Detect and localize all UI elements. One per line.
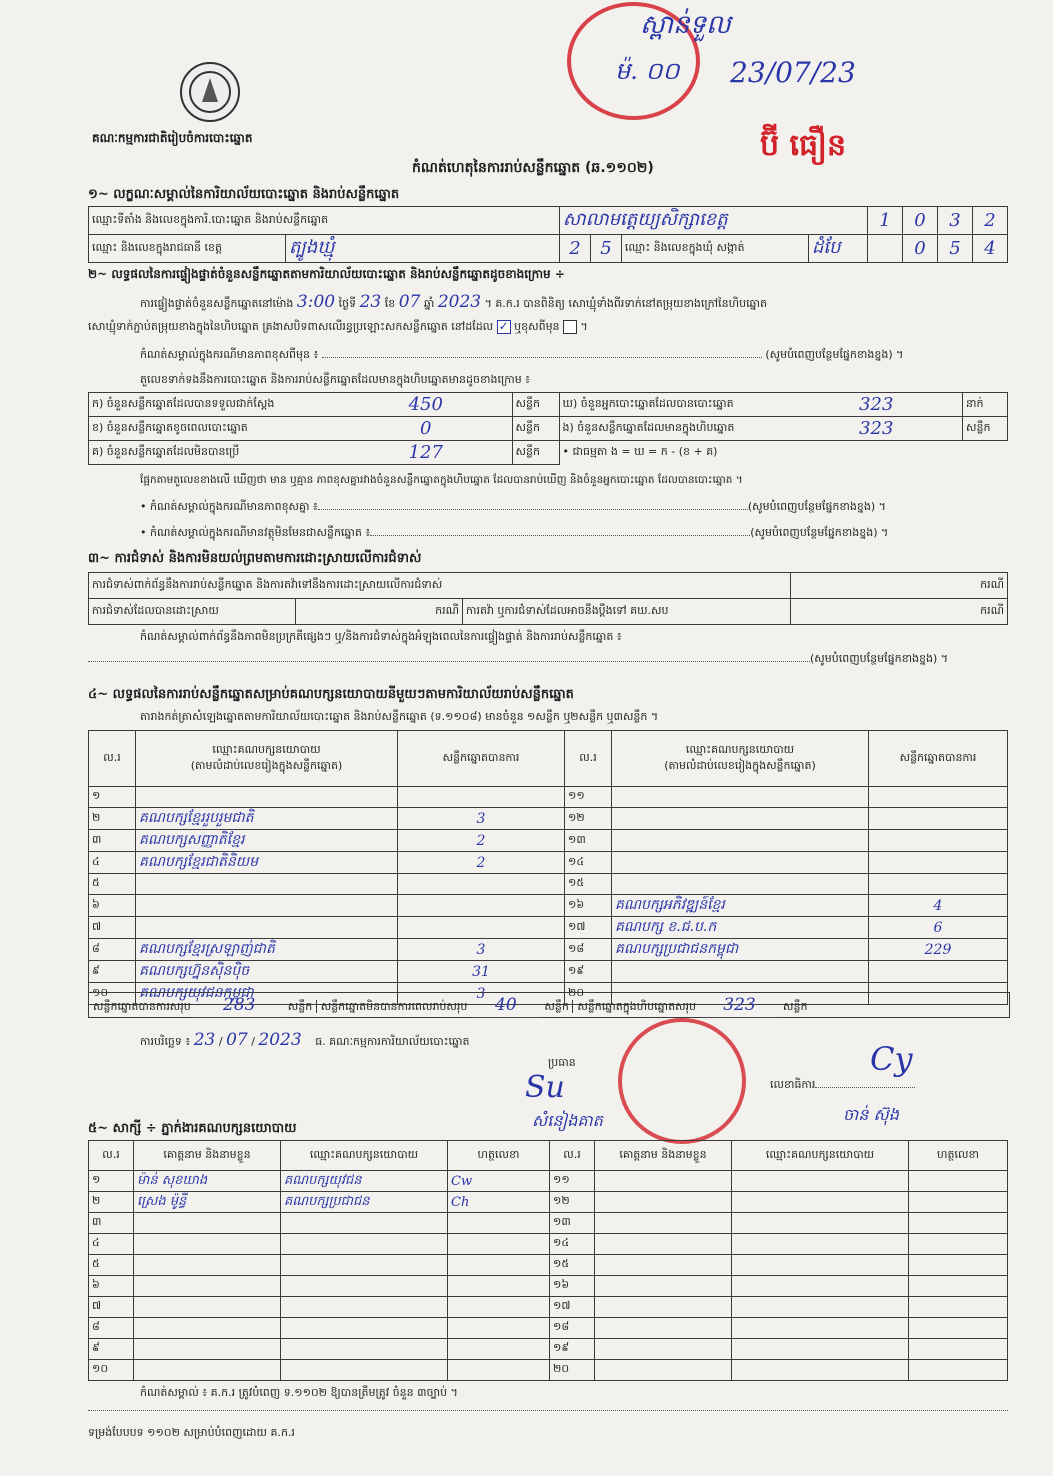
w-h-sign-right: ហត្ថលេខា [909,1141,1008,1171]
witness-party [281,1276,448,1297]
witness-name: ស្រេង ម៉ូន្ធី [134,1192,281,1213]
s3-r1: ការជំទាស់ពាក់ព័ន្ធនឹងការរាប់សន្លឹកឆ្នោត និងការតវ៉ាទៅនឹងការដោះស្រាយលើការជំទាស់ [89,573,791,599]
result-party [612,874,869,895]
witness-no: ១៣ [550,1213,595,1234]
s3-r2a-unit: ករណី [296,599,463,625]
witness-name [595,1339,732,1360]
s2-line1: ការផ្ទៀងផ្ទាត់ចំនួនសន្លឹកឆ្នោតនៅម៉ោង 3:00 ថ្ងៃទី 23 ខែ 07 ឆ្នាំ 2023 ។ គ.ក.រ បានពិនិត្យ សោឃ្មុំទាំងពីរទាក់នៅតម្រុយខាងក្រៅនៃហិបឆ្នោត [140,292,768,312]
witness-no: ៥ [89,1255,134,1276]
witness-name [134,1318,281,1339]
result-party [136,917,398,939]
result-row [89,852,1008,874]
witness-party [732,1234,909,1255]
result-votes [398,874,565,895]
witness-name [134,1234,281,1255]
s1-row2-label: ឈ្មោះ និងលេខក្នុងរាជធានី ខេត្ត [89,235,286,263]
witness-no: ៨ [89,1318,134,1339]
witness-row [89,1339,1008,1360]
total-invalid: 40 [471,993,541,1018]
fig-c-value: 127 [340,441,512,465]
witness-signature [909,1297,1008,1318]
witness-signature [909,1339,1008,1360]
witness-no: ១៧ [550,1297,595,1318]
commune-code-1: 0 [903,235,938,263]
witness-party [732,1171,909,1192]
result-votes: 6 [869,917,1008,939]
result-no: ២ [89,808,136,830]
fig-d-label: ឃ) ចំនួនអ្នកបោះឆ្នោតដែលបានបោះឆ្នោត [559,393,791,417]
witness-signature [448,1297,550,1318]
witness-party [732,1297,909,1318]
witness-no: ១៦ [550,1276,595,1297]
result-votes [869,852,1008,874]
result-party [612,852,869,874]
w-h-sign-left: ហត្ថលេខា [448,1141,550,1171]
result-no: ៥ [89,874,136,895]
witness-no: ១២ [550,1192,595,1213]
witness-party [732,1339,909,1360]
total-in-box: 323 [700,993,780,1018]
witness-no: ៤ [89,1234,134,1255]
witness-name: ម៉ាន់ សុខឃាង [134,1171,281,1192]
result-no: ២០ [565,983,612,1005]
witness-party [732,1276,909,1297]
result-votes [869,808,1008,830]
s3-note-line: (សូមបំពេញបន្ថែមផ្នែកខាងខ្នង) ។ [88,652,1008,668]
count-time: 3:00 [296,292,336,312]
w-h-no-right: ល.រ [550,1141,595,1171]
code-d2: 0 [903,207,938,235]
result-votes [398,895,565,917]
witness-party [281,1255,448,1276]
witness-name [134,1213,281,1234]
result-party: គណបក្សយុវជនកម្ពុជា [136,983,398,1005]
result-votes: 3 [398,939,565,961]
result-row [89,830,1008,852]
witness-signature [909,1360,1008,1381]
h-votes-left: សន្លឹកឆ្នោតបានការ [398,731,565,787]
witness-row [89,1276,1008,1297]
witness-name [595,1276,732,1297]
s2-bullet2: • កំណត់សម្គាល់ក្នុងករណីមានវត្ថុមិនមែនជាសន្លឹកឆ្នោត ៖ (សូមបំពេញបន្ថែមផ្នែកខាងខ្នង) ។ [140,526,889,539]
witness-no: ១១ [550,1171,595,1192]
section1-title: ១~ លក្ខណៈសម្គាល់នៃការិយាល័យបោះឆ្នោត និងរាប់សន្លឹកឆ្នោត [88,187,400,202]
result-party: គណបក្សខ្មែរជាតិនិយម [136,852,398,874]
chair-label: ប្រធាន [548,1056,576,1069]
result-row [89,939,1008,961]
secretary-label: លេខាធិការ [770,1078,915,1094]
witness-signature [448,1255,550,1276]
witness-no: ១៥ [550,1255,595,1276]
result-no: ១៨ [565,939,612,961]
handwritten-received: ស្ពាន់ទួល [640,10,731,40]
witness-name [595,1255,732,1276]
result-votes: 3 [398,808,565,830]
result-party: គណបក្សហ្វ៊ុនស៊ិនប៉ិច [136,961,398,983]
witness-name [134,1339,281,1360]
code-d3: 3 [938,207,973,235]
witness-signature [448,1339,550,1360]
witness-party [281,1318,448,1339]
result-party [136,787,398,808]
witness-party [732,1318,909,1339]
section2-title: ២~ លទ្ធផលនៃការផ្ទៀងផ្ទាត់ចំនួនសន្លឹកឆ្នោតតាមការិយាល័យបោះឆ្នោត និងរាប់សន្លឹកឆ្នោតដូចខាងក្រោម ÷ [88,267,565,281]
result-no: ១០ [89,983,136,1005]
results-table: ល.រ ឈ្មោះគណបក្សនយោបាយ (តាមលំដាប់លេខរៀងក្នុងសន្លឹកឆ្នោត) សន្លឹកឆ្នោតបានការ ល.រ ឈ្មោះគណបក្សនយោបាយ (តាមលំដាប់លេខរៀងក្នុងសន្លឹកឆ្នោត) សន្លឹកឆ្នោតបានការ ១ ១១ ២ គណបក្សខ្មែររួបរួមជាតិ 3 ១២ ៣ គណបក្សសញ្ញាតិខ្មែរ 2 ១៣ ៤ គណបក្សខ្មែរជាតិនិយម 2 ១៤ ៥ ១៥ ៦ ១៦ គណបក្សអភិវឌ្ឍន៍ខ្មែរ 4 ៧ ១៧ គណបក្ស ខ.ជ.ប.ក 6 ៨ គណបក្សខ្មែរស្រឡាញ់ជាតិ 3 ១៨ គណបក្សប្រជាជនកម្ពុជា 229 ៩ គណបក្សហ្វ៊ុនស៊ិនប៉ិច 31 ១៩ ១០ គណបក្សយុវជនកម្ពុជា 3 ២០ [88,730,1008,1005]
fig-b-unit: សន្លឹក [512,417,559,441]
witness-signature [448,1276,550,1297]
witness-party [281,1234,448,1255]
witness-body [89,1171,1008,1381]
witness-name [134,1297,281,1318]
w-h-party-left: ឈ្មោះគណបក្សនយោបាយ [281,1141,448,1171]
witness-no: ១៩ [550,1339,595,1360]
red-stamp-bottom [618,1018,746,1144]
result-row [89,874,1008,895]
fig-c-unit: សន្លឹក [512,441,559,465]
result-no: ៤ [89,852,136,874]
result-votes [869,830,1008,852]
result-no: ១ [89,787,136,808]
form-title: កំណត់ហេតុនៃការរាប់សន្លឹកឆ្នោត (ឆ.១១០២) [412,160,654,176]
s2-lead: តួលេខទាក់ទងនឹងការបោះឆ្នោត និងការរាប់សន្លឹកឆ្នោតដែលមានក្នុងហិបឆ្នោតមានដូចខាងក្រោម ៖ [140,373,531,386]
result-no: ៦ [89,895,136,917]
witness-signature [448,1213,550,1234]
witness-signature: Ch [448,1192,550,1213]
fig-a-label: ក) ចំនួនសន្លឹកឆ្នោតដែលបានទទួលជាក់ស្តែង [89,393,341,417]
s1-row1-label: ឈ្មោះទីតាំង និងលេខក្នុងការិ.បោះឆ្នោត និងរាប់សន្លឹកឆ្នោត [89,207,560,235]
witness-no: ១៨ [550,1318,595,1339]
result-party [136,874,398,895]
witness-signature [448,1318,550,1339]
result-no: ១៧ [565,917,612,939]
witness-party [281,1297,448,1318]
result-party: គណបក្សប្រជាជនកម្ពុជា [612,939,869,961]
section4-title: ៤~ លទ្ធផលនៃការរាប់សន្លឹកឆ្នោតសម្រាប់គណបក្សនយោបាយនីមួយៗតាមការិយាល័យរាប់សន្លឹកឆ្នោត [88,687,574,702]
count-year: 2023 [437,292,482,312]
witness-party [732,1255,909,1276]
w-h-name-left: គោត្តនាម និងនាមខ្លួន [134,1141,281,1171]
witness-name [595,1297,732,1318]
s4-lead: តារាងកត់ត្រាសំឡេងឆ្នោតតាមការិយាល័យបោះឆ្នោត និងរាប់សន្លឹកឆ្នោត (ទ.១១០៨) មានចំនួន ១សន្លឹក ឬ២សន្លឹក ឬ៣សន្លឹក ។ [140,710,659,723]
witness-party [732,1192,909,1213]
s1-row1-value: សាលាមត្តេយ្យសិក្សាខេត្ត [559,207,867,235]
fig-formula: • ជាធម្មតា ង = ឃ = ក - (ខ + គ) [562,444,718,458]
s3-r2a: ការជំទាស់ដែលបានដោះស្រាយ [89,599,296,625]
witness-name [134,1255,281,1276]
section3-title: ៣~ ការជំទាស់ និងការមិនយល់ព្រមតាមការដោះស្រាយលើការជំទាស់ [88,551,422,566]
result-no: ១២ [565,808,612,830]
s3-note: កំណត់សម្គាល់ពាក់ព័ន្ធនឹងភាពមិនប្រក្រតីផ្សេងៗ ឬ/និងការជំទាស់ក្នុងអំឡុងពេលនៃការផ្ទៀងផ្ទាត់ និងការរាប់សន្លឹកឆ្នោត ៖ [140,630,622,643]
footer-note: កំណត់សម្គាល់ ៖ គ.ក.រ ត្រូវបំពេញ ទ.១១០២ ឱ្យបានត្រឹមត្រូវ ចំនួន ៣ច្បាប់ ។ [140,1386,458,1399]
s3-r1-unit: ករណី [791,573,1008,599]
h-party-right: ឈ្មោះគណបក្សនយោបាយ [685,742,795,756]
result-party: គណបក្ស ខ.ជ.ប.ក [612,917,869,939]
h-no-right: ល.រ [565,731,612,787]
s2-compare: ផ្អែកតាមតួលេខខាងលើ ឃើញថា មាន ឬគ្មាន ភាពខុសគ្នារវាងចំនួនសន្លឹកឆ្នោតក្នុងហិបឆ្នោត ដែលបានរាប់ឃើញ និងចំនួនអ្នកបោះឆ្នោត ដែលបានបោះឆ្នោត ។ [140,474,743,486]
result-votes: 4 [869,895,1008,917]
s2-bullet1: • កំណត់សម្គាល់ក្នុងករណីមានភាពខុសគ្នា ៖ (សូមបំពេញបន្ថែមផ្នែកខាងខ្នង) ។ [140,500,886,513]
fig-e-unit: សន្លឹក [963,417,1008,441]
result-party: គណបក្សខ្មែររួបរួមជាតិ [136,808,398,830]
changed-checkbox[interactable] [563,320,577,334]
result-no: ៨ [89,939,136,961]
chair-signature: Su [525,1070,565,1105]
result-party: គណបក្សអភិវឌ្ឍន៍ខ្មែរ [612,895,869,917]
witness-signature [448,1234,550,1255]
result-row [89,787,1008,808]
result-votes: 3 [398,983,565,1005]
fig-e-label: ង) ចំនួនសន្លឹកឆ្នោតដែលមានក្នុងហិបឆ្នោត [559,417,791,441]
s3-r2b: ការតវ៉ា ឬការជំទាស់ដែលអាចនឹងប្តឹងទៅ គឃ.សប [463,599,791,625]
witness-no: ១០ [89,1360,134,1381]
commune-code-2: 5 [938,235,973,263]
h-votes-right: សន្លឹកឆ្នោតបានការ [869,731,1008,787]
province-code-2: 5 [590,235,621,263]
witness-party [281,1339,448,1360]
witness-signature [909,1276,1008,1297]
witness-row [89,1192,1008,1213]
secretary-signature: Cy [870,1040,913,1078]
witness-signature [909,1171,1008,1192]
w-h-name-right: គោត្តនាម និងនាមខ្លួន [595,1141,732,1171]
result-no: ៣ [89,830,136,852]
w-h-no-left: ល.រ [89,1141,134,1171]
witness-row [89,1297,1008,1318]
results-body [89,787,1008,1005]
fig-a-value: 450 [340,393,512,417]
unchanged-checkbox[interactable]: ✓ [498,319,509,333]
witness-no: ៧ [89,1297,134,1318]
witness-table [88,1140,1008,1381]
witness-name [595,1318,732,1339]
witness-row [89,1213,1008,1234]
result-no: ១៥ [565,874,612,895]
code-d4: 2 [973,207,1008,235]
witness-party [281,1360,448,1381]
made-date: ការបរិច្ឆេទ ៖ 23 / 07 / 2023 ធ. គណៈកម្មការការិយាល័យបោះឆ្នោត [140,1030,470,1050]
result-no: ១១ [565,787,612,808]
witness-party [281,1213,448,1234]
witness-name [595,1213,732,1234]
witness-no: ២ [89,1192,134,1213]
witness-no: ៣ [89,1213,134,1234]
province-value: ត្បូងឃ្មុំ [286,235,560,263]
nec-logo [180,62,240,122]
section1-table [88,206,1008,263]
fig-b-label: ខ) ចំនួនសន្លឹកឆ្នោតខូចពេលបោះឆ្នោត [89,417,341,441]
witness-row [89,1255,1008,1276]
handwritten-date: 23/07/23 [730,56,856,89]
handwritten-name-red: ប៊ី ធឿន [760,128,847,163]
result-row [89,808,1008,830]
footer-divider [88,1410,1008,1411]
witness-party [732,1213,909,1234]
result-party [612,808,869,830]
result-party [612,830,869,852]
section3-table [88,572,1008,625]
witness-signature [448,1360,550,1381]
witness-signature [909,1213,1008,1234]
result-votes: 229 [869,939,1008,961]
witness-party [732,1360,909,1381]
org-name: គណៈកម្មការជាតិរៀបចំការបោះឆ្នោត [92,131,253,145]
result-party [612,961,869,983]
witness-row [89,1360,1008,1381]
fig-b-value: 0 [340,417,512,441]
s3-r2b-unit: ករណី [791,599,1008,625]
s2-figures-table [88,392,1008,465]
chair-name: សំនៀងគាត [532,1111,603,1130]
witness-name [134,1360,281,1381]
result-party [136,895,398,917]
s2-line2: សោឃ្មុំទាក់ភ្ជាប់តម្រុយខាងក្នុងនៃហិបឆ្នោត គ្រងាសបិទពាសលើរន្ធប្រឡោះសកសន្លឹកឆ្នោត នៅដដែល ✓ ឬខុសពីមុន ។ [88,319,588,333]
s2-note: កំណត់សម្គាល់ក្នុងករណីមានភាពខុសពីមុន ៖ (សូមបំពេញបន្ថែមផ្នែកខាងខ្នង) ។ [140,348,904,361]
result-no: ១៦ [565,895,612,917]
code-d1: 1 [868,207,903,235]
witness-signature [909,1234,1008,1255]
result-no: ១៤ [565,852,612,874]
handwritten-time: ម៉. ០០ [615,57,680,85]
commune-label: ឈ្មោះ និងលេខក្នុងឃុំ សង្កាត់ [621,235,808,263]
result-row [89,961,1008,983]
commune-value: ដំបែ [808,235,867,263]
witness-party: គណបក្សប្រជាជន [281,1192,448,1213]
s4-totals: សន្លឹកឆ្នោតបានការសរុប 283 សន្លឹក សន្លឹកឆ្នោតមិនបានការពេលរាប់សរុប 40 សន្លឹក សន្លឹកឆ្នោតក្នុងហិបឆ្នោតសរុប 323 សន្លឹក [88,992,1010,1018]
result-votes: 2 [398,852,565,874]
secretary-name: ចាន់ ស៊ុង [843,1105,899,1124]
fig-d-value: 323 [791,393,963,417]
witness-no: ១ [89,1171,134,1192]
fig-d-unit: នាក់ [963,393,1008,417]
result-no: ១៩ [565,961,612,983]
result-votes [398,787,565,808]
result-party: គណបក្សខ្មែរស្រឡាញ់ជាតិ [136,939,398,961]
witness-signature [909,1318,1008,1339]
count-day: 23 [359,292,382,312]
h-party-left: ឈ្មោះគណបក្សនយោបាយ [212,742,321,756]
result-no: ៩ [89,961,136,983]
witness-no: ១៤ [550,1234,595,1255]
witness-name [595,1171,732,1192]
fig-a-unit: សន្លឹក [512,393,559,417]
result-row [89,895,1008,917]
witness-no: ៩ [89,1339,134,1360]
total-valid: 283 [194,993,284,1018]
witness-name [595,1234,732,1255]
result-votes [869,874,1008,895]
witness-name [595,1360,732,1381]
result-votes [869,961,1008,983]
witness-signature [909,1255,1008,1276]
footer-bottom: ទម្រង់បែបបទ ១១០២ សម្រាប់បំពេញដោយ គ.ក.រ [88,1426,295,1439]
witness-name [134,1276,281,1297]
commune-code-3: 4 [973,235,1008,263]
result-no: ១៣ [565,830,612,852]
witness-row [89,1171,1008,1192]
witness-name [595,1192,732,1213]
w-h-party-right: ឈ្មោះគណបក្សនយោបាយ [732,1141,909,1171]
fig-e-value: 323 [791,417,963,441]
result-votes [398,917,565,939]
result-party [612,787,869,808]
count-month: 07 [398,292,421,312]
result-votes: 2 [398,830,565,852]
result-party: គណបក្សសញ្ញាតិខ្មែរ [136,830,398,852]
result-votes: 31 [398,961,565,983]
witness-signature [909,1192,1008,1213]
witness-signature: Cw [448,1171,550,1192]
section5-title: ៥~ សាក្សី ÷ ភ្នាក់ងារគណបក្សនយោបាយ [88,1121,297,1136]
result-no: ៧ [89,917,136,939]
witness-row [89,1318,1008,1339]
h-no-left: ល.រ [89,731,136,787]
witness-no: ៦ [89,1276,134,1297]
result-row [89,917,1008,939]
result-votes [869,787,1008,808]
fig-c-label: គ) ចំនួនសន្លឹកឆ្នោតដែលមិនបានប្រើ [89,441,341,465]
witness-row [89,1234,1008,1255]
witness-party: គណបក្សយុវជន [281,1171,448,1192]
province-code-1: 2 [559,235,590,263]
witness-no: ២០ [550,1360,595,1381]
